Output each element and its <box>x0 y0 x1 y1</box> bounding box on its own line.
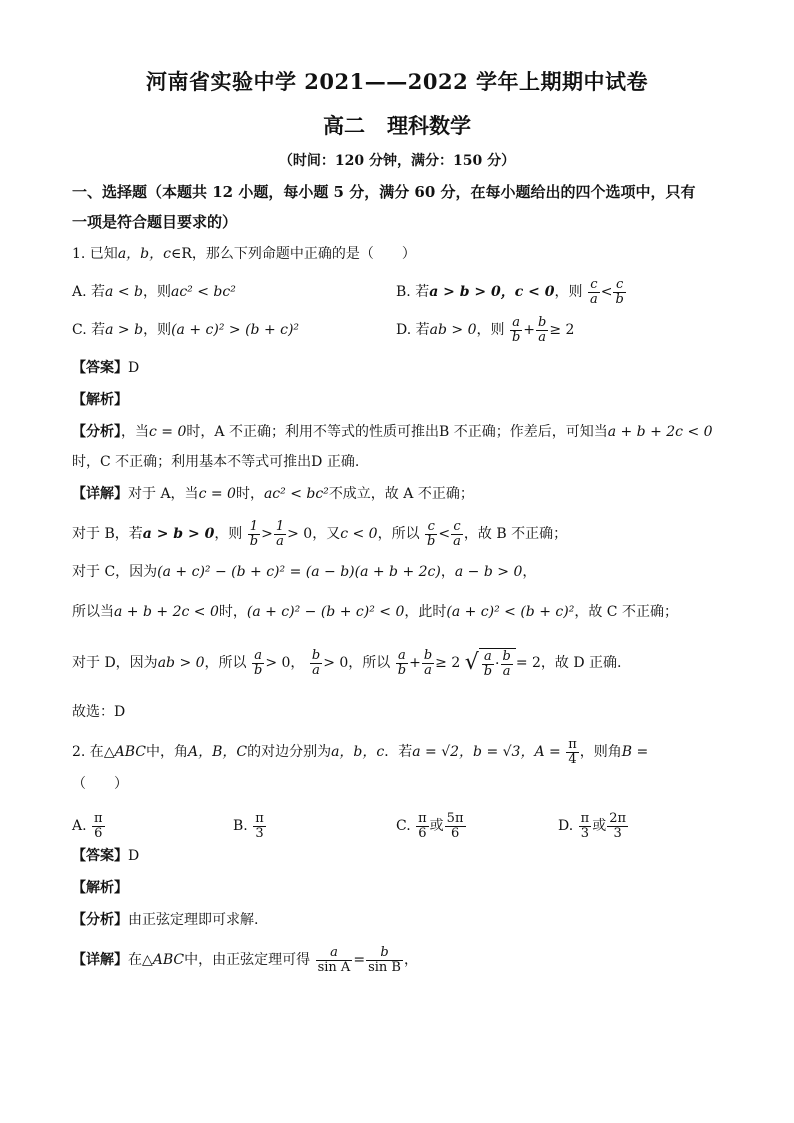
q2-option-a: A. $\frac{\pi}{6}$ <box>72 811 103 841</box>
q1-option-b: B. 若a > b > 0，c < 0，则 $\frac{c}{a}$ < $\frac{c}{b}$ <box>396 277 624 307</box>
q2-stem: 2. 在△ABC中，角A，B，C的对边分别为a，b，c．若a = √2，b = √3，A = $\frac{\pi}{4}$ ，则角B = <box>72 737 649 767</box>
fraction: $\frac{a}{\text{sin A}}$ <box>317 945 351 975</box>
q2-fenxi: 【分析】由正弦定理即可求解. <box>72 912 259 928</box>
q2-option-b: B. $\frac{\pi}{3}$ <box>233 811 264 841</box>
q1-conclusion: 故选：D <box>72 704 126 720</box>
subject-label: 理科数学 <box>387 113 471 138</box>
q2-analysis-label: 【解析】 <box>72 880 128 896</box>
q1-fenxi-line1: 【分析】，当c = 0时，A 不正确；利用不等式的性质可推出B 不正确；作差后，可知当a + b + 2c < 0 <box>72 424 713 440</box>
fraction: $\frac{1}{b}$ <box>249 519 259 549</box>
fraction: $\frac{b}{a}$ <box>311 648 321 678</box>
fraction: $\frac{2\pi}{3}$ <box>609 811 627 841</box>
exam-subtitle <box>0 110 794 140</box>
fraction: $\frac{c}{b}$ <box>615 277 624 307</box>
q1-detail-c2: 所以当a + b + 2c < 0时，(a + c)² − (b + c)² < 0，此时(a + c)² < (b + c)²，故 C 不正确； <box>72 604 678 620</box>
fraction: $\frac{\pi}{4}$ <box>568 737 577 767</box>
q1-answer: 【答案】D <box>72 360 140 376</box>
fraction: $\frac{a}{b}$ <box>254 648 263 678</box>
fraction: $\frac{c}{b}$ <box>427 519 436 549</box>
q1-stem: 1. 已知a，b，c∈R，那么下列命题中正确的是（ ） <box>72 246 416 262</box>
q2-detail: 【详解】在△ABC中，由正弦定理可得 $\frac{a}{\text{sin A}}$ = $\frac{b}{\text{sin B}}$ ， <box>72 945 418 975</box>
exam-title: 河南省实验中学 2021——2022 学年上期期中试卷 <box>145 69 648 94</box>
q1-fenxi-line2: 时，C 不正确；利用基本不等式可推出D 正确. <box>72 454 360 470</box>
q1-detail-a: 【详解】对于 A，当c = 0时，ac² < bc²不成立，故 A 不正确； <box>72 486 474 502</box>
q2-paren: （ ） <box>72 776 128 792</box>
grade-label: 高二 <box>323 113 365 138</box>
q1-option-a: A. 若a < b，则ac² < bc² <box>72 284 236 300</box>
q2-option-d: D. $\frac{\pi}{3}$ 或 $\frac{2\pi}{3}$ <box>558 811 627 841</box>
fraction: $\frac{a}{b}$ <box>511 315 521 345</box>
q2-option-c: C. $\frac{\pi}{6}$ 或 $\frac{5\pi}{6}$ <box>396 811 464 841</box>
fraction: $\frac{b}{a}$ <box>423 648 433 678</box>
q1-detail-d: 对于 D，因为ab > 0，所以 $\frac{a}{b}$ > 0， $\frac{b}{a}$ > 0，所以 $\frac{a}{b}$ + $\frac{b}{a}$ ≥ 2 √ $\frac{a}{b}$ · $\frac{b}{a}$ = 2，故 D 正确. <box>72 648 622 679</box>
fraction: $\frac{\pi}{6}$ <box>418 811 427 841</box>
fraction: $\frac{\pi}{3}$ <box>255 811 264 841</box>
section-heading-line1: 一、选择题（本题共 12 小题，每小题 5 分，满分 60 分，在每小题给出的四个选项中，只有 <box>72 183 696 201</box>
exam-info: （时间：120 分钟，满分：150 分） <box>278 153 516 169</box>
fraction: $\frac{5\pi}{6}$ <box>446 811 464 841</box>
fraction: $\frac{c}{a}$ <box>589 277 598 307</box>
q1-analysis-label: 【解析】 <box>72 392 128 408</box>
q1-option-d: D. 若ab > 0，则 $\frac{a}{b}$ + $\frac{b}{a}$ ≥ 2 <box>396 315 575 345</box>
q2-answer: 【答案】D <box>72 848 140 864</box>
q1-option-c: C. 若a > b，则(a + c)² > (b + c)² <box>72 322 300 338</box>
fraction: $\frac{\pi}{6}$ <box>94 811 103 841</box>
fraction: $\frac{1}{a}$ <box>275 519 285 549</box>
q1-detail-c1: 对于 C，因为(a + c)² − (b + c)² = (a − b)(a + b + 2c)，a − b > 0， <box>72 564 537 580</box>
fraction: $\frac{b}{\text{sin B}}$ <box>368 945 401 975</box>
section-heading-line2: 一项是符合题目要求的） <box>72 213 238 231</box>
fraction: $\frac{b}{a}$ <box>538 315 547 345</box>
fraction: $\frac{a}{b}$ <box>397 648 407 678</box>
fraction: $\frac{c}{a}$ <box>453 519 461 549</box>
q1-detail-b: 对于 B，若a > b > 0，则 $\frac{1}{b}$ > $\frac{1}{a}$ > 0，又c < 0，所以 $\frac{c}{b}$ < $\frac{c}{a}$ ，故 B 不正确； <box>72 519 568 549</box>
fraction: $\frac{\pi}{3}$ <box>580 811 590 841</box>
sqrt: √ $\frac{a}{b}$ · $\frac{b}{a}$ <box>465 648 516 678</box>
